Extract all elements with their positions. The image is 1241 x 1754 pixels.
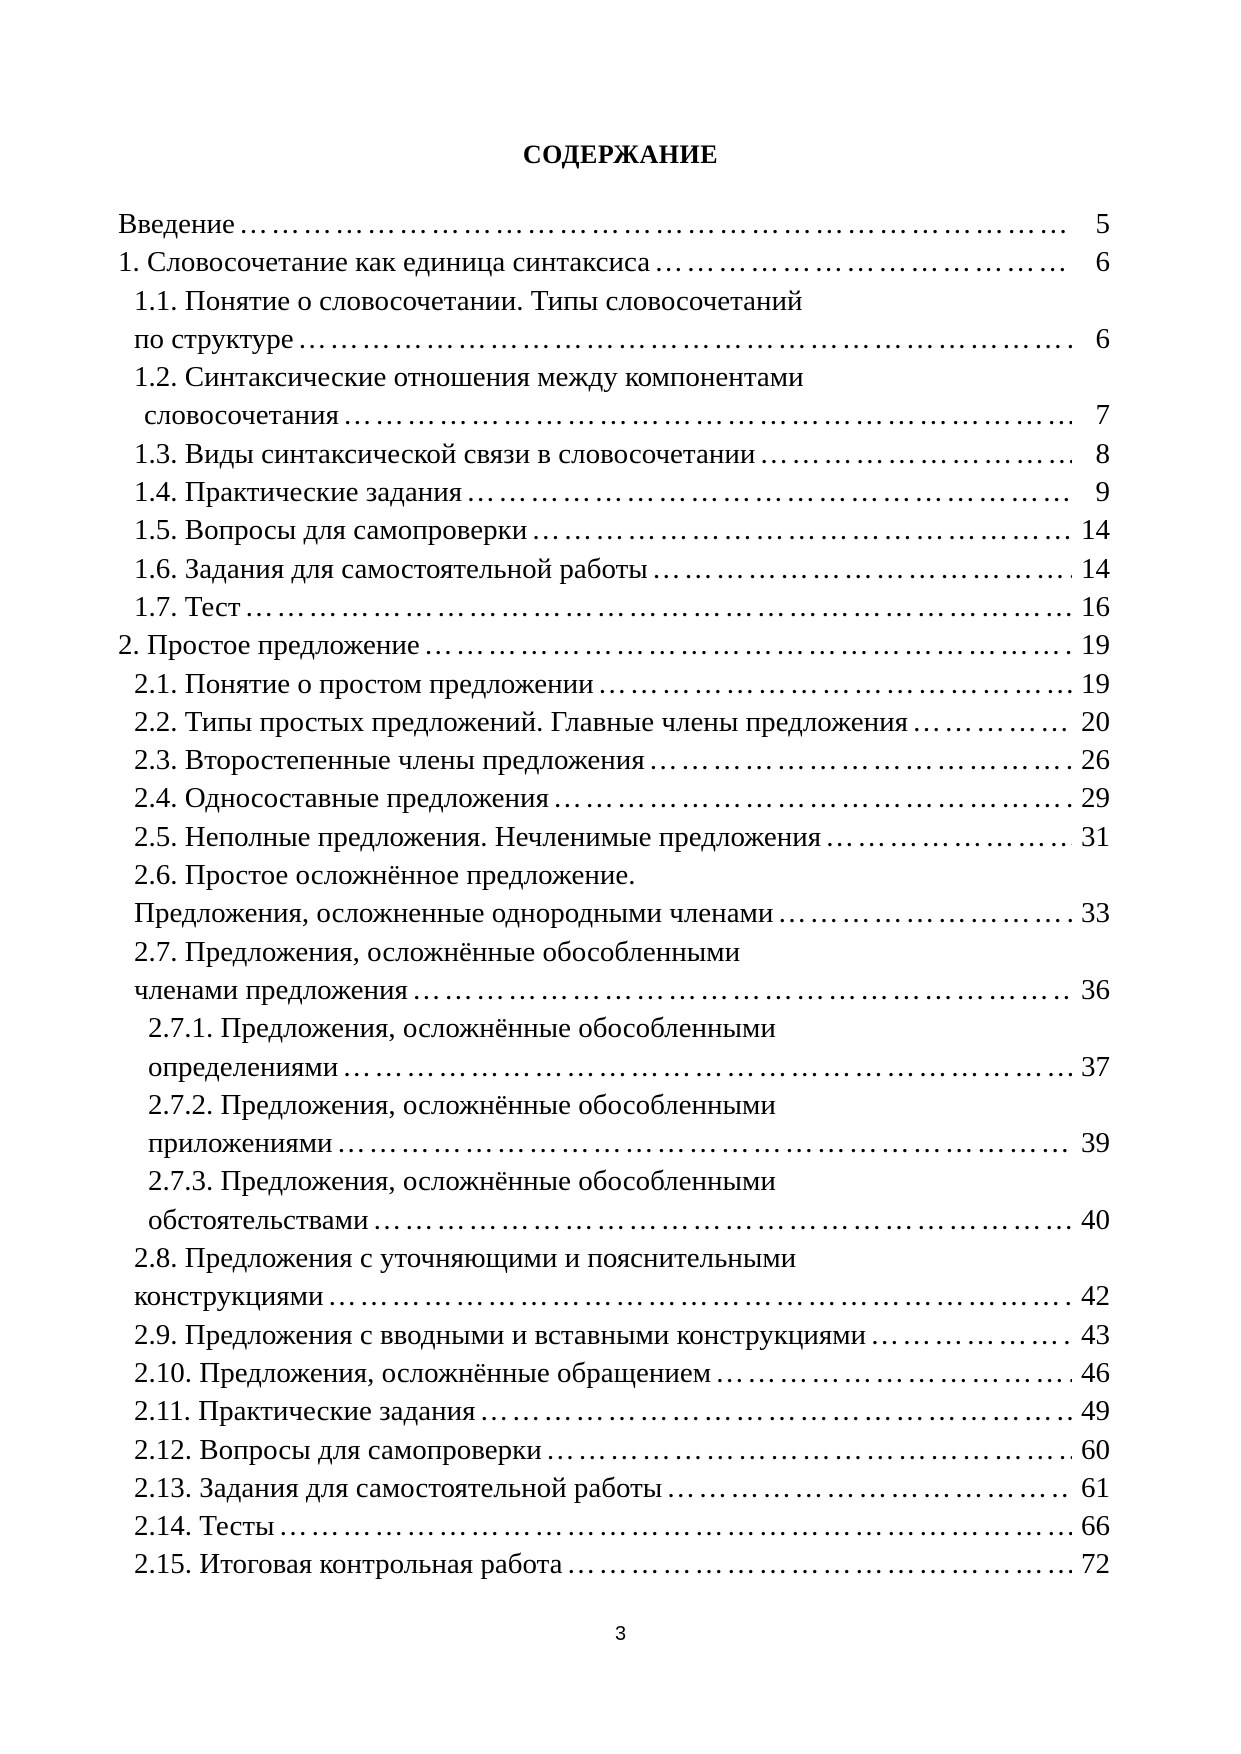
- toc-entry-page: 42: [1081, 1280, 1110, 1313]
- toc-entry-page: 31: [1081, 820, 1110, 853]
- toc-entry-text: 1.7. Тест: [134, 590, 241, 623]
- toc-entry[interactable]: [118, 358, 1110, 396]
- toc-entry[interactable]: [118, 1431, 1110, 1469]
- toc-leader: [825, 818, 1072, 856]
- toc-leader: [598, 665, 1072, 703]
- toc-leader: [649, 741, 1072, 779]
- toc-entry-text: 2.5. Неполные предложения. Нечленимые предложения: [134, 820, 822, 853]
- toc-entry-text: 2.14. Тесты: [134, 1510, 275, 1543]
- toc-entry[interactable]: [118, 665, 1110, 703]
- toc-entry[interactable]: [118, 320, 1110, 358]
- toc-entry-page: 29: [1081, 782, 1110, 815]
- toc-leader: [652, 550, 1072, 588]
- toc-entry-text: по структуре: [134, 322, 294, 355]
- toc-entry[interactable]: [118, 1239, 1110, 1277]
- toc-entry-page: 6: [1095, 322, 1110, 355]
- toc-leader: [531, 511, 1072, 549]
- toc-entry-text: 2.7.1. Предложения, осложнённые обособленными: [148, 1012, 776, 1045]
- toc-leader: [342, 1048, 1072, 1086]
- toc-entry-page: 61: [1081, 1471, 1110, 1504]
- toc-entry-page: 14: [1081, 514, 1110, 547]
- toc-leader: [777, 894, 1072, 932]
- toc-leader: [480, 1392, 1072, 1430]
- toc-entry[interactable]: [118, 243, 1110, 281]
- toc-entry-text: членами предложения: [134, 973, 408, 1006]
- toc-entry-text: Предложения, осложненные однородными членами: [134, 897, 774, 930]
- toc-entry-page: 14: [1081, 552, 1110, 585]
- toc-leader: [666, 1469, 1072, 1507]
- toc-entry-page: 66: [1081, 1510, 1110, 1543]
- toc-entry-page: 26: [1081, 744, 1110, 777]
- toc-entry-text: 2.8. Предложения с уточняющими и пояснительными: [134, 1242, 797, 1275]
- toc-entry-text: 2.2. Типы простых предложений. Главные члены предложения: [134, 705, 908, 738]
- toc-leader: [373, 1201, 1072, 1239]
- toc-leader: [298, 320, 1072, 358]
- toc-entry-page: 72: [1081, 1548, 1110, 1581]
- toc-entry-text: Введение: [118, 208, 235, 240]
- toc-entry[interactable]: [118, 1469, 1110, 1507]
- toc-entry-page: 43: [1081, 1318, 1110, 1351]
- toc-entry-text: 2.4. Односоставные предложения: [134, 782, 549, 815]
- toc-entry-text: 2.10. Предложения, осложнённые обращением: [134, 1356, 712, 1389]
- toc-entry-text: определениями: [148, 1050, 339, 1083]
- toc-entry[interactable]: [118, 511, 1110, 549]
- toc-entry-page: 33: [1081, 897, 1110, 930]
- toc-leader: [343, 396, 1072, 434]
- toc-entry[interactable]: [118, 1507, 1110, 1545]
- toc-entry[interactable]: [118, 1009, 1110, 1047]
- toc-entry-page: 9: [1095, 476, 1110, 509]
- toc-entry[interactable]: [118, 1545, 1110, 1583]
- toc-entry-page: 5: [1095, 208, 1110, 240]
- toc-entry[interactable]: [118, 1124, 1110, 1162]
- toc-entry[interactable]: [118, 396, 1110, 434]
- toc-entry[interactable]: [118, 1086, 1110, 1124]
- toc-leader: [466, 473, 1072, 511]
- toc-entry-page: 37: [1081, 1050, 1110, 1083]
- page-title: СОДЕРЖАНИЕ: [522, 140, 719, 169]
- toc-leader: [553, 779, 1072, 817]
- toc-entry-page: 46: [1081, 1356, 1110, 1389]
- toc-entry[interactable]: [118, 894, 1110, 932]
- toc-entry-text: приложениями: [148, 1127, 333, 1160]
- toc-leader: [245, 588, 1073, 626]
- toc-entry-text: словосочетания: [144, 399, 339, 432]
- toc-entry-page: 8: [1095, 437, 1110, 470]
- toc-entry[interactable]: [118, 779, 1110, 817]
- toc-entry-text: 1.1. Понятие о словосочетании. Типы словосочетаний: [134, 284, 803, 317]
- toc-entry-page: 7: [1095, 399, 1110, 432]
- toc-entry-text: 2.1. Понятие о простом предложении: [134, 667, 594, 700]
- toc-entry[interactable]: [118, 818, 1110, 856]
- page-number: 3: [614, 1623, 627, 1645]
- toc-leader: [328, 1277, 1073, 1315]
- toc-entry-text: 1.4. Практические задания: [134, 476, 463, 509]
- toc-leader: [870, 1316, 1072, 1354]
- toc-entry[interactable]: [118, 435, 1110, 473]
- toc-entry-text: 2.9. Предложения с вводными и вставными конструкциями: [134, 1318, 867, 1351]
- toc-entry[interactable]: [118, 282, 1110, 320]
- toc-entry[interactable]: [118, 205, 1110, 243]
- toc-leader: [715, 1354, 1072, 1392]
- toc-entry[interactable]: [118, 971, 1110, 1009]
- toc-entry[interactable]: [118, 1392, 1110, 1430]
- toc-entry[interactable]: [118, 703, 1110, 741]
- toc-entry-text: 2.7.2. Предложения, осложнённые обособленными: [148, 1088, 776, 1121]
- toc-entry-text: 1.2. Синтаксические отношения между компонентами: [134, 361, 804, 394]
- toc-entry-page: 40: [1081, 1203, 1110, 1236]
- toc-entry-text: 1.3. Виды синтаксической связи в словосочетании: [134, 437, 756, 470]
- toc-entry-text: 1.5. Вопросы для самопроверки: [134, 514, 528, 547]
- toc-entry-text: 2.13. Задания для самостоятельной работы: [134, 1471, 663, 1504]
- toc-leader: [424, 626, 1072, 664]
- toc-entry-page: 19: [1081, 667, 1110, 700]
- toc-entry-text: 2.7. Предложения, осложнённые обособленными: [134, 935, 741, 968]
- toc-entry[interactable]: [118, 588, 1110, 626]
- toc-entry-page: 36: [1081, 973, 1110, 1006]
- toc-entry[interactable]: [118, 1354, 1110, 1392]
- toc-entry[interactable]: [118, 741, 1110, 779]
- toc-entry-text: 2.15. Итоговая контрольная работа: [134, 1548, 563, 1581]
- toc-entry-text: 2. Простое предложение: [118, 629, 420, 662]
- toc-entry[interactable]: [118, 626, 1110, 664]
- toc-entry-text: конструкциями: [134, 1280, 324, 1313]
- table-of-contents: [118, 205, 1110, 1584]
- toc-leader: [239, 205, 1072, 243]
- toc-entry[interactable]: [118, 1048, 1110, 1086]
- toc-leader: [912, 703, 1072, 741]
- toc-entry[interactable]: [118, 1162, 1110, 1200]
- toc-entry-text: 2.12. Вопросы для самопроверки: [134, 1433, 542, 1466]
- toc-entry[interactable]: [118, 856, 1110, 894]
- toc-entry-page: 39: [1081, 1127, 1110, 1160]
- toc-entry-page: 49: [1081, 1395, 1110, 1428]
- toc-leader: [759, 435, 1072, 473]
- toc-entry-text: 2.11. Практические задания: [134, 1395, 476, 1428]
- toc-entry-page: 19: [1081, 629, 1110, 662]
- toc-entry[interactable]: [118, 1316, 1110, 1354]
- toc-entry[interactable]: [118, 933, 1110, 971]
- toc-entry-page: 20: [1081, 705, 1110, 738]
- toc-entry-page: 6: [1095, 246, 1110, 279]
- toc-entry-text: 1. Словосочетание как единица синтаксиса: [118, 246, 651, 279]
- toc-entry[interactable]: [118, 1277, 1110, 1315]
- toc-entry-page: 60: [1081, 1433, 1110, 1466]
- toc-entry-text: 2.7.3. Предложения, осложнённые обособленными: [148, 1165, 776, 1198]
- toc-leader: [654, 243, 1072, 281]
- toc-entry[interactable]: [118, 550, 1110, 588]
- toc-leader: [278, 1507, 1072, 1545]
- toc-entry-text: 2.6. Простое осложнённое предложение.: [134, 859, 636, 892]
- toc-leader: [567, 1545, 1072, 1583]
- toc-entry-text: обстоятельствами: [148, 1203, 369, 1236]
- toc-leader: [337, 1124, 1072, 1162]
- toc-entry-text: 2.3. Второстепенные члены предложения: [134, 744, 645, 777]
- toc-entry-page: 16: [1081, 590, 1110, 623]
- toc-entry-text: 1.6. Задания для самостоятельной работы: [134, 552, 648, 585]
- toc-entry[interactable]: [118, 473, 1110, 511]
- toc-leader: [412, 971, 1072, 1009]
- toc-entry[interactable]: [118, 1201, 1110, 1239]
- toc-leader: [546, 1431, 1072, 1469]
